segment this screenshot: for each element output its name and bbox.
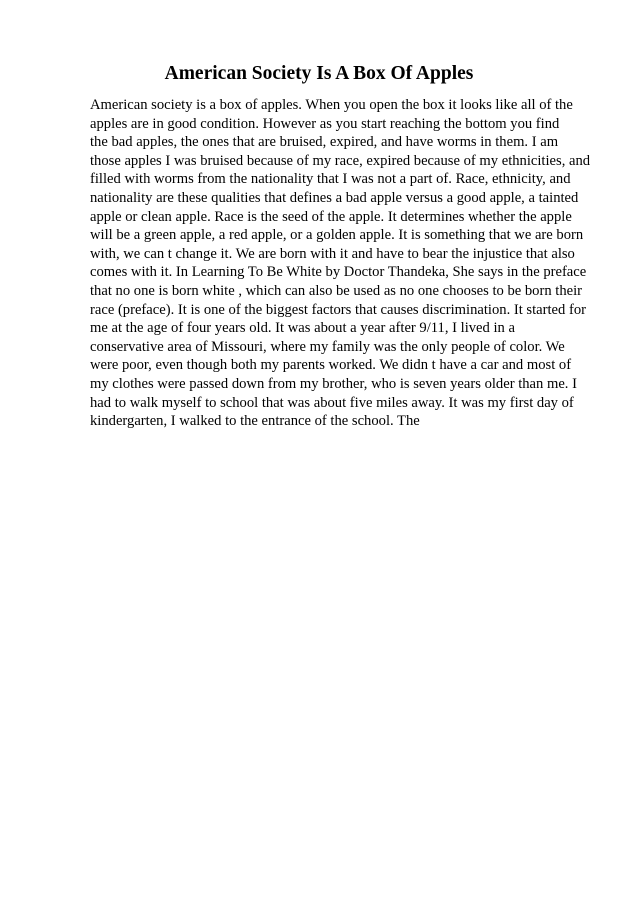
paragraph-line: my clothes were passed down from my brother, who is seven years older than me. I	[90, 375, 577, 392]
paragraph-line: comes with it. In Learning To Be White by Doctor Thandeka, She says in the preface	[90, 264, 587, 281]
paragraph-line: me at the age of four years old. It was about a year after 9/11, I lived in a	[90, 320, 515, 337]
body-paragraph	[90, 96, 610, 431]
page-title: American Society Is A Box Of Apples	[164, 63, 474, 84]
paragraph-line: were poor, even though both my parents worked. We didn t have a car and most of	[90, 357, 572, 374]
paragraph-line: filled with worms from the nationality that I was not a part of. Race, ethnicity, and	[90, 171, 571, 188]
paragraph-line: apples are in good condition. However as you start reaching the bottom you find	[90, 115, 560, 132]
paragraph-line: the bad apples, the ones that are bruised, expired, and have worms in them. I am	[90, 134, 559, 151]
paragraph-line: with, we can t change it. We are born with it and have to bear the injustice that also	[90, 245, 575, 262]
paragraph-line: race (preface). It is one of the biggest factors that causes discrimination. It started for	[90, 301, 586, 318]
paragraph-line: will be a green apple, a red apple, or a golden apple. It is something that we are born	[90, 227, 584, 244]
paragraph-line: had to walk myself to school that was about five miles away. It was my first day of	[90, 394, 574, 411]
paragraph-line: conservative area of Missouri, where my family was the only people of color. We	[90, 338, 565, 355]
paragraph-line: American society is a box of apples. When you open the box it looks like all of the	[90, 97, 573, 113]
paragraph-line: kindergarten, I walked to the entrance of the school. The	[90, 413, 420, 430]
paragraph-line: apple or clean apple. Race is the seed of the apple. It determines whether the apple	[90, 208, 572, 225]
paragraph-line: nationality are these qualities that defines a bad apple versus a good apple, a tainted	[90, 189, 579, 206]
paragraph-line: those apples I was bruised because of my race, expired because of my ethnicities, and	[90, 152, 591, 169]
paragraph-line: that no one is born white , which can also be used as no one chooses to be born their	[90, 282, 583, 299]
